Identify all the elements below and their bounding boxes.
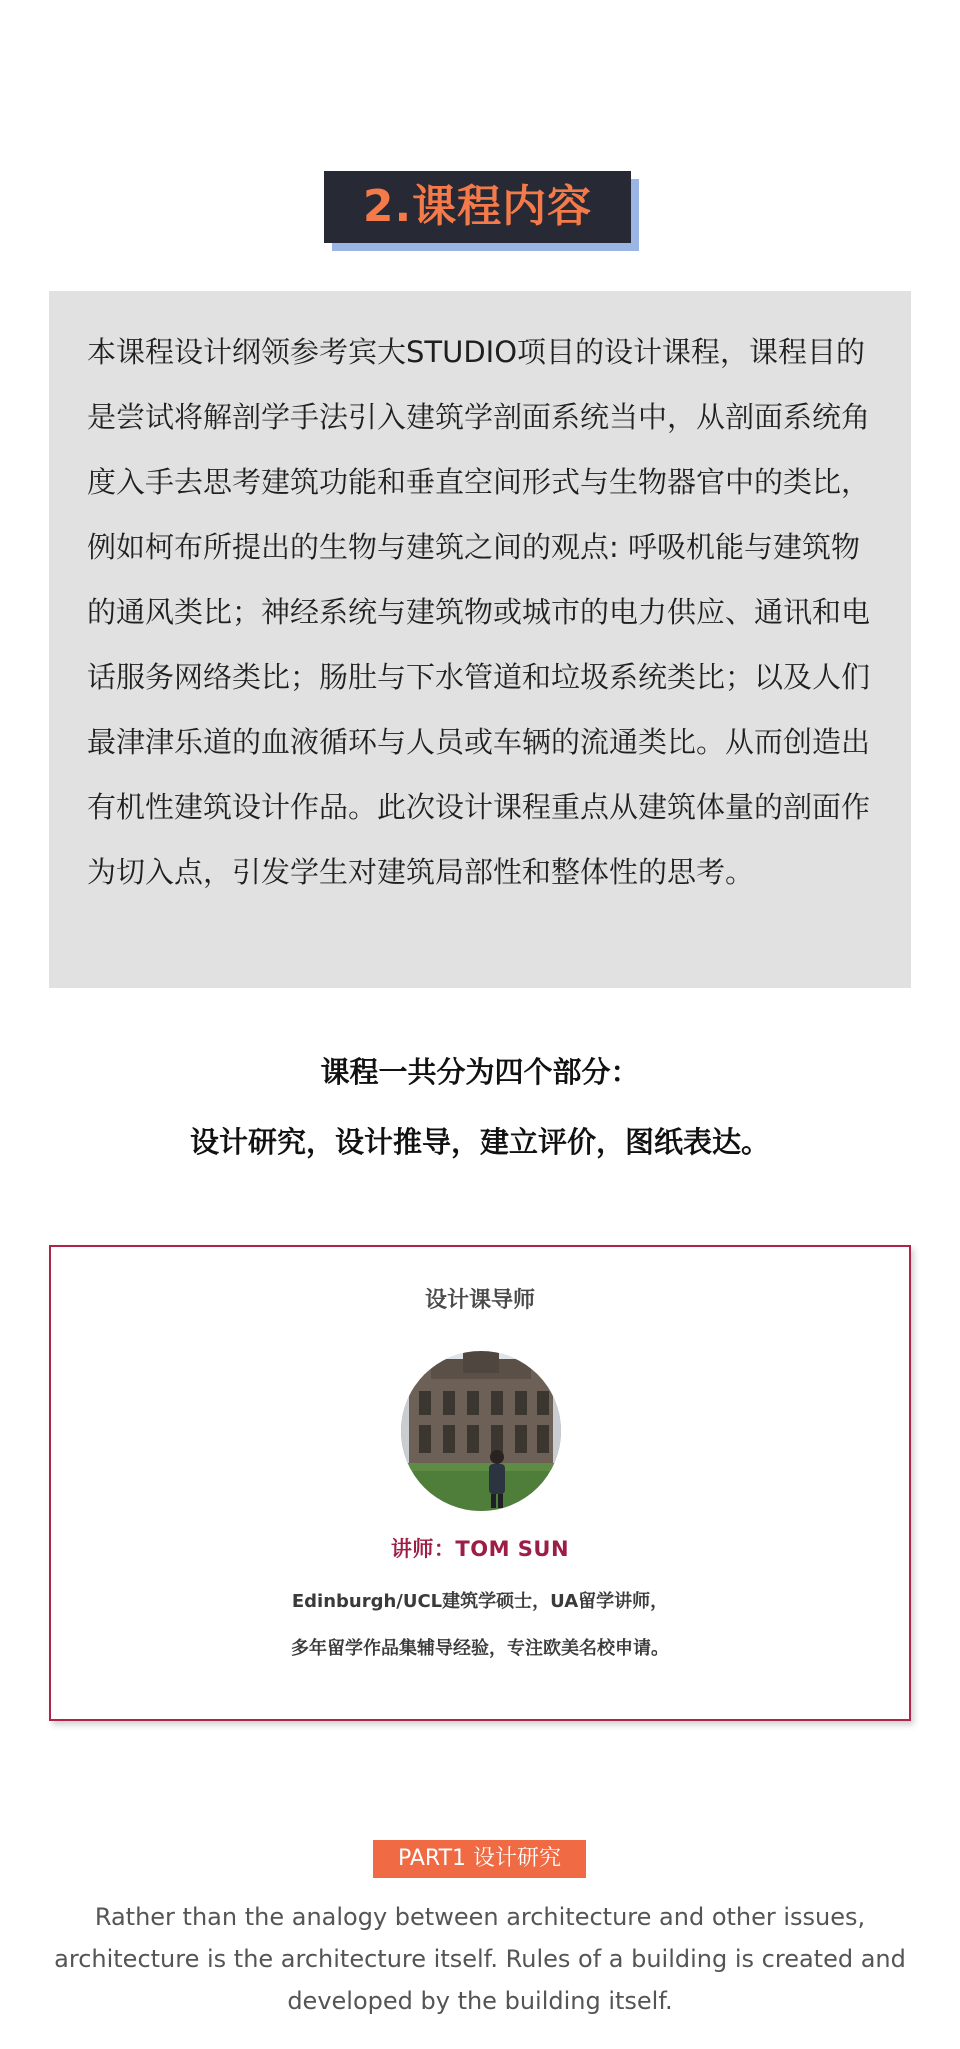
teacher-photo <box>401 1351 561 1511</box>
teacher-avatar <box>401 1351 561 1511</box>
teacher-card-title: 设计课导师 <box>424 1288 535 1313</box>
course-intro-box <box>49 291 911 988</box>
teacher-bio-line-2: 多年留学作品集辅导经验，专注欧美名校申请。 <box>291 1638 669 1659</box>
part1-description: Rather than the analogy between architecture and other issues, architecture is the architecture itself. Rules of a building is created and developed by the building itself. <box>54 1903 906 2015</box>
course-parts-detail: 设计研究，设计推导，建立评价，图纸表达。 <box>189 1125 770 1159</box>
course-intro-text: 本课程设计纲领参考宾大STUDIO项目的设计课程，课程目的是尝试将解剖学手法引入建筑学剖面系统当中，从剖面系统角度入手去思考建筑功能和垂直空间形式与生物器官中的类比，例如柯布所提出的生物与建筑之间的观点: 呼吸机能与建筑物的通风类比；神经系统与建筑物或城市的电力供应、通讯和电话服务网络类比；肠肚与下水管道和垃圾系统类比；以及人们最津津乐道的血液循环与人员或车辆的流通类比。从而创造出有机性建筑设计作品。此次设计课程重点从建筑体量的剖面作为切入点，引发学生对建筑局部性和整体性的思考。 <box>87 335 871 889</box>
section-title-block <box>324 171 639 251</box>
teacher-bio-line-1: Edinburgh/UCL建筑学硕士，UA留学讲师， <box>291 1591 669 1612</box>
teacher-name: 讲师：TOM SUN <box>390 1537 570 1561</box>
teacher-card <box>49 1245 911 1721</box>
part1-badge: PART1 设计研究 <box>373 1840 586 1878</box>
course-parts-heading: 课程一共分为四个部分： <box>320 1055 640 1089</box>
section-title: 2.课程内容 <box>324 171 631 243</box>
